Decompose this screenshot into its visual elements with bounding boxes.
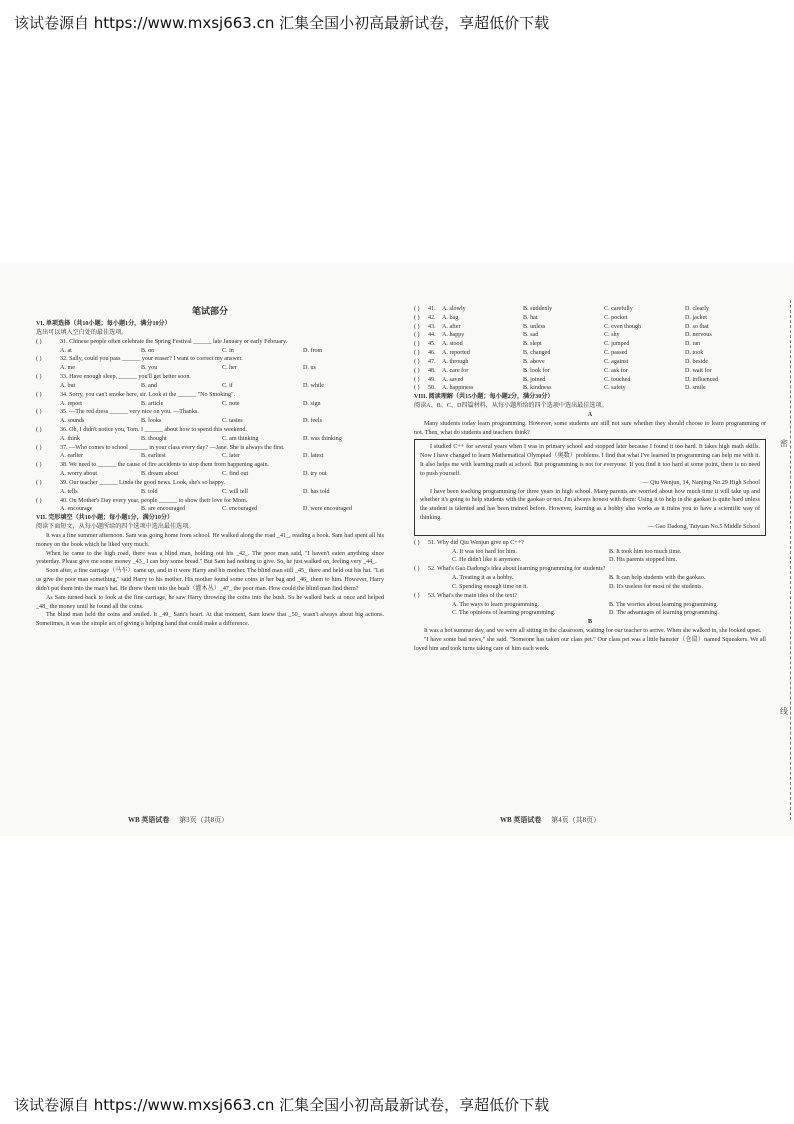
answer-option: C. Spending enough time on it. xyxy=(452,583,528,590)
question-number: 44. xyxy=(428,332,436,339)
question-row xyxy=(36,355,384,364)
answer-option: A. but xyxy=(60,382,76,389)
source-banner-bottom: 该试卷源自 https://www.mxsj663.cn 汇集全国小初高最新试卷，享超低价下载 xyxy=(14,1096,550,1114)
passage-b-paragraph: It was a hot summer day, and we were all sitting in the classroom, waiting for our teacher to arrive. When she walked in, she looked upset. xyxy=(424,627,762,634)
question-row xyxy=(36,426,384,435)
answer-option: C. will tell xyxy=(222,488,248,495)
answer-bracket[interactable]: ( ) xyxy=(36,356,42,363)
option-row xyxy=(36,364,384,373)
answer-option: B. The worries about learning programming. xyxy=(609,601,719,608)
answer-option: D. It's useless for most of the students. xyxy=(609,583,704,590)
quote-teacher-signature: — Gao Dadong, Taiyuan No.5 Middle School xyxy=(647,523,760,530)
section-6-heading: VI. 单项选择（共10小题；每小题1分，满分10分） xyxy=(36,321,171,328)
answer-option: D. The advantages of learning programming. xyxy=(609,610,719,617)
answer-option: D. latest xyxy=(303,453,324,460)
answer-option: A. after xyxy=(442,323,461,330)
answer-bracket[interactable]: ( ) xyxy=(36,462,42,469)
answer-option: B. It took him too much time. xyxy=(609,548,682,555)
multiple-choice-list xyxy=(36,338,384,515)
option-row xyxy=(36,488,384,497)
quote-student-signature: — Qiu Wenjun, 14, Nanjing No.29 High School xyxy=(642,479,760,486)
answer-option: D. us xyxy=(303,365,316,372)
question-row xyxy=(36,338,384,347)
answer-option: D. influenced xyxy=(685,376,719,383)
question-row xyxy=(414,592,766,601)
answer-option: D. feels xyxy=(303,418,322,425)
binding-dashed-line xyxy=(790,300,791,820)
question-number: 47. xyxy=(428,358,436,365)
section-7-heading: VII. 完形填空（共10小题；每小题1分，满分10分） xyxy=(36,515,174,522)
cloze-paragraph: As Sam turned back to look at the fine carriage, he saw Harry throwing the coins into the bush. So he walked back at once and helped _48_ the money until he found all the coins. xyxy=(36,594,384,610)
answer-option: C. He didn't like it anymore. xyxy=(452,557,522,564)
answer-option: C. find out xyxy=(222,471,249,478)
question-row xyxy=(36,461,384,470)
answer-option: B. suddenly xyxy=(523,306,553,312)
cloze-paragraph: When he came to the high road, there was a blind man, holding out his _42_. The poor man said, "I haven't eaten anything since yesterday. Please give me some money _43_ I can buy some bread." But Sam had nothing to give. So, he just walked on, feeling very _44_. xyxy=(36,550,384,566)
section-7-instruction: 阅读下面短文，从每小题所给的四个选项中选出最佳选项。 xyxy=(36,524,195,531)
passage-a-intro: Many students today learn programming. However, some students are still not sure whether they should choose to learn programming or not. Then, what do students and teachers think? xyxy=(414,420,766,436)
answer-option: C. am thinking xyxy=(222,435,259,442)
cloze-option-row xyxy=(414,314,766,323)
option-row xyxy=(36,470,384,479)
answer-option: A. think xyxy=(60,435,80,442)
question-stem: 37. —Who comes to school ______ in your class every day? —Jane. She is always the first. xyxy=(60,444,285,451)
answer-option: A. happiness xyxy=(442,385,474,392)
question-row xyxy=(36,408,384,417)
question-row xyxy=(414,539,766,548)
answer-option: B. joined xyxy=(523,376,546,383)
answer-option: C. shy xyxy=(604,332,620,339)
answer-option: C. later xyxy=(222,453,240,460)
footer-page-number: 第4页（共8页） xyxy=(551,816,601,824)
binding-mark-line: 线 xyxy=(780,707,788,716)
answer-bracket[interactable]: ( ) xyxy=(36,338,42,345)
answer-option: D. try out xyxy=(303,471,327,478)
cloze-option-row xyxy=(414,384,766,393)
answer-option: B. dream about xyxy=(141,471,179,478)
footer-subject: WB 英语试卷 xyxy=(500,816,542,824)
cloze-option-row xyxy=(414,331,766,340)
question-stem: 52. What's Gao Dadong's idea about learning programming for students? xyxy=(428,566,606,573)
question-row xyxy=(36,444,384,453)
question-number: 42. xyxy=(428,314,436,321)
option-row xyxy=(414,548,766,557)
option-row xyxy=(36,505,384,514)
answer-option: D. were encouraged xyxy=(303,506,352,513)
cloze-option-row xyxy=(414,323,766,332)
answer-option: D. has told xyxy=(303,488,330,495)
answer-option: D. nervous xyxy=(685,332,712,339)
option-row xyxy=(414,609,766,618)
cloze-passage xyxy=(36,532,384,629)
answer-bracket[interactable]: ( ) xyxy=(414,323,420,330)
answer-option: A. tells xyxy=(60,488,78,495)
option-row xyxy=(36,400,384,409)
question-stem: 31. Chinese people often celebrate the Spring Festival ______ late January or early February. xyxy=(60,338,288,345)
answer-option: C. against xyxy=(604,358,629,365)
question-number: 46. xyxy=(428,350,436,357)
cloze-option-row xyxy=(414,305,766,314)
cloze-option-row xyxy=(414,367,766,376)
exam-page-right xyxy=(414,305,766,653)
answer-option: B. It can help students with the gaokao. xyxy=(609,575,706,582)
question-row xyxy=(36,497,384,506)
answer-option: C. in xyxy=(222,347,234,354)
question-number: 43. xyxy=(428,323,436,330)
answer-option: A. The ways to learn programming. xyxy=(452,601,540,608)
answer-option: A. slowly xyxy=(442,306,466,312)
source-banner-top: 该试卷源自 https://www.mxsj663.cn 汇集全国小初高最新试卷，享超低价下载 xyxy=(14,14,550,32)
answer-option: C. carefully xyxy=(604,306,633,312)
quote-student: I studied C++ for several years when I was in primary school and stopped later because I found it too hard. It takes high math skills. Now I have changed to learn Mathematical Olympiad（奥数）problems. I find that what I've learned in programming can help me with it. It also helps me with learning math at school. But programming is not for everyone. If you find it too hard at some point, there is no need to push yourself. xyxy=(420,444,760,477)
answer-option: B. you xyxy=(141,365,158,372)
answer-option: D. from xyxy=(303,347,323,354)
exam-page-left xyxy=(36,305,384,629)
answer-option: A. me xyxy=(60,365,75,372)
question-number: 41. xyxy=(428,306,436,312)
cloze-option-row xyxy=(414,340,766,349)
question-number: 45. xyxy=(428,341,436,348)
answer-option: C. jumped xyxy=(604,341,630,348)
answer-option: C. tastes xyxy=(222,418,243,425)
answer-bracket[interactable]: ( ) xyxy=(414,367,420,374)
answer-option: A. report xyxy=(60,400,82,407)
option-row xyxy=(414,556,766,565)
question-stem: 35. —The red dress ______ very nice on you. —Thanks. xyxy=(60,409,199,416)
answer-bracket[interactable]: ( ) xyxy=(414,539,420,546)
footer-page-number: 第3页（共8页） xyxy=(179,816,229,824)
answer-bracket[interactable]: ( ) xyxy=(414,385,420,392)
answer-option: C. safety xyxy=(604,385,626,392)
question-stem: 33. Have enough sleep, ______ you'll get better soon. xyxy=(60,374,191,381)
option-row xyxy=(36,452,384,461)
passage-b xyxy=(414,627,766,653)
answer-option: A. care for xyxy=(442,367,469,374)
answer-bracket[interactable]: ( ) xyxy=(414,314,420,321)
option-row xyxy=(414,583,766,592)
section-6-instruction: 选出可以填入空白处的最佳选项。 xyxy=(36,329,128,336)
answer-option: D. ran xyxy=(685,341,701,348)
answer-bracket[interactable]: ( ) xyxy=(414,332,420,339)
answer-option: B. slept xyxy=(523,341,542,348)
page-footer-right xyxy=(500,815,700,825)
option-row xyxy=(36,347,384,356)
answer-option: B. changed xyxy=(523,350,551,357)
cloze-option-row xyxy=(414,376,766,385)
answer-option: A. reported xyxy=(442,350,470,357)
section-title: 笔试部分 xyxy=(191,306,228,316)
question-row xyxy=(36,391,384,400)
answer-bracket[interactable]: ( ) xyxy=(36,374,42,381)
answer-option: B. hat xyxy=(523,314,538,321)
answer-option: C. The opinions of learning programming. xyxy=(452,610,556,617)
answer-option: B. are encouraged xyxy=(141,506,186,513)
quote-box xyxy=(414,439,766,535)
quote-teacher: I have been teaching programming for three years in high school. Many parents are worried about how much time it will take up and whether it's going to help students with the gaokao or not. I'm always honest with them: Using it to help in the gaokao is quite hard unless the student is talented and has been trained before. However, learning as a hobby also works as it trains you to have a scientific way of thinking. xyxy=(420,488,760,522)
answer-bracket[interactable]: ( ) xyxy=(36,409,42,416)
answer-bracket[interactable]: ( ) xyxy=(36,444,42,451)
answer-option: A. stood xyxy=(442,341,463,348)
section-8-instruction: 阅读A、B、C、D四篇材料，从每小题所给的四个选项中选出最佳选项。 xyxy=(414,403,608,410)
answer-bracket[interactable]: ( ) xyxy=(414,306,420,312)
question-number: 50. xyxy=(428,385,436,392)
answer-option: A. at xyxy=(60,347,72,354)
question-row xyxy=(36,479,384,488)
cloze-options-list xyxy=(414,305,766,393)
answer-option: C. if xyxy=(222,382,233,389)
question-stem: 38. We need to ______ the cause of fire accidents to stop them from happening again. xyxy=(60,462,270,469)
answer-option: A. bag xyxy=(442,314,459,321)
option-row xyxy=(36,417,384,426)
option-row xyxy=(414,601,766,610)
answer-option: D. His parents stopped him. xyxy=(609,557,678,564)
answer-option: C. pocket xyxy=(604,314,628,321)
answer-bracket[interactable]: ( ) xyxy=(36,426,42,433)
answer-bracket[interactable]: ( ) xyxy=(36,497,42,504)
answer-bracket[interactable]: ( ) xyxy=(36,479,42,486)
answer-option: B. unless xyxy=(523,323,546,330)
answer-option: C. touched xyxy=(604,376,631,383)
answer-option: C. even though xyxy=(604,323,642,330)
answer-option: B. earliest xyxy=(141,453,166,460)
answer-option: A. worry about xyxy=(60,471,98,478)
binding-mark-seal: 密 xyxy=(780,439,788,448)
cloze-paragraph: The blind man held the coins and smiled. It _49_ Sam's heart. At that moment, Sam knew that _50_ wasn't always about big actions. Sometimes, it was the simple act of giving a helping hand that could make a difference. xyxy=(36,612,384,628)
answer-option: B. sad xyxy=(523,332,539,339)
answer-option: C. note xyxy=(222,400,240,407)
question-number: 49. xyxy=(428,376,436,383)
answer-option: D. sign xyxy=(303,400,321,407)
question-stem: 39. Our teacher ______ Linda the good news. Look, she's so happy. xyxy=(60,479,226,486)
answer-option: A. encourage xyxy=(60,506,93,513)
question-stem: 36. Oh, I didn't notice you, Tom. I ______ about how to spend this weekend. xyxy=(60,426,247,433)
answer-bracket[interactable]: ( ) xyxy=(414,592,420,599)
answer-option: D. jacket xyxy=(685,314,707,321)
answer-option: A. earlier xyxy=(60,453,84,460)
answer-option: B. above xyxy=(523,358,545,365)
reading-questions xyxy=(414,539,766,618)
cloze-option-row xyxy=(414,349,766,358)
answer-bracket[interactable]: ( ) xyxy=(414,341,420,348)
answer-option: B. thought xyxy=(141,435,167,442)
answer-option: D. clearly xyxy=(685,306,710,312)
answer-option: B. told xyxy=(141,488,158,495)
passage-b-label: B xyxy=(587,619,593,626)
answer-option: D. so that xyxy=(685,323,709,330)
question-row xyxy=(36,373,384,382)
answer-option: A. Treating it as a hobby. xyxy=(452,575,514,582)
page-footer-left xyxy=(128,815,328,825)
cloze-option-row xyxy=(414,358,766,367)
answer-option: B. on xyxy=(141,347,155,354)
option-row xyxy=(414,574,766,583)
question-stem: 51. Why did Qiu Wenjun give up C++? xyxy=(428,539,524,546)
answer-option: D. wait for xyxy=(685,367,712,374)
answer-option: D. beside xyxy=(685,358,709,365)
answer-bracket[interactable]: ( ) xyxy=(414,350,420,357)
question-stem: 53. What's the main idea of the text? xyxy=(428,592,517,599)
answer-option: D. smile xyxy=(685,385,706,392)
cloze-paragraph: Soon after, a fine carriage（马车）came up, and in it were Harry and his mother. The blind man still _45_ there and held out his hat. "Let us give the poor man something," said Harry to his mother. His mother found some coins in her bag and _46_ them to him. However, Harry didn't put them into the man's hat. He threw them into the bush（灌木丛）_47_ the poor man. How could the blind man find them? xyxy=(36,568,384,592)
answer-option: A. through xyxy=(442,358,469,365)
question-stem: 34. Sorry, you can't smoke here, sir. Look at the ______ "No Smoking". xyxy=(60,391,236,398)
answer-option: B. look for xyxy=(523,367,550,374)
cloze-paragraph: It was a fine summer afternoon. Sam was going home from school. He walked along the road _41_, reading a book. Sam had spent all his money on the book which he liked very much. xyxy=(36,532,384,548)
option-row xyxy=(36,435,384,444)
answer-bracket[interactable]: ( ) xyxy=(36,391,42,398)
answer-option: D. took xyxy=(685,350,704,357)
answer-option: A. It was too hard for him. xyxy=(452,548,517,555)
section-8-heading: VIII. 阅读理解（共15小题；每小题2分，满分30分） xyxy=(414,394,554,401)
footer-subject: WB 英语试卷 xyxy=(128,816,170,824)
answer-option: C. ask for xyxy=(604,367,628,374)
answer-option: C. encouraged xyxy=(222,506,258,513)
answer-bracket[interactable]: ( ) xyxy=(414,358,420,365)
answer-option: D. was thinking xyxy=(303,435,342,442)
answer-option: B. article xyxy=(141,400,164,407)
option-row xyxy=(36,382,384,391)
answer-option: A. happy xyxy=(442,332,465,339)
passage-b-paragraph: "I have some bad news," she said. "Someone has taken our class pet." Our class pet was a little hamster（仓鼠）named Squeakers. We all loved him and took turns taking care of him each week. xyxy=(414,636,766,652)
answer-option: C. passed xyxy=(604,350,628,357)
answer-option: B. looks xyxy=(141,418,162,425)
question-row xyxy=(414,565,766,574)
question-number: 48. xyxy=(428,367,436,374)
question-stem: 32. Sally, could you pass ______ your eraser? I want to correct my answer. xyxy=(60,356,243,363)
answer-option: A. saved xyxy=(442,376,464,383)
answer-option: D. while xyxy=(303,382,324,389)
answer-option: B. and xyxy=(141,382,157,389)
answer-bracket[interactable]: ( ) xyxy=(414,376,420,383)
question-stem: 40. On Mother's Day every year, people ______ to show their love for Mom. xyxy=(60,497,248,504)
answer-bracket[interactable]: ( ) xyxy=(414,566,420,573)
answer-option: A. sounds xyxy=(60,418,85,425)
answer-option: B. kindness xyxy=(523,385,552,392)
passage-a-label: A xyxy=(587,411,593,418)
answer-option: C. her xyxy=(222,365,237,372)
